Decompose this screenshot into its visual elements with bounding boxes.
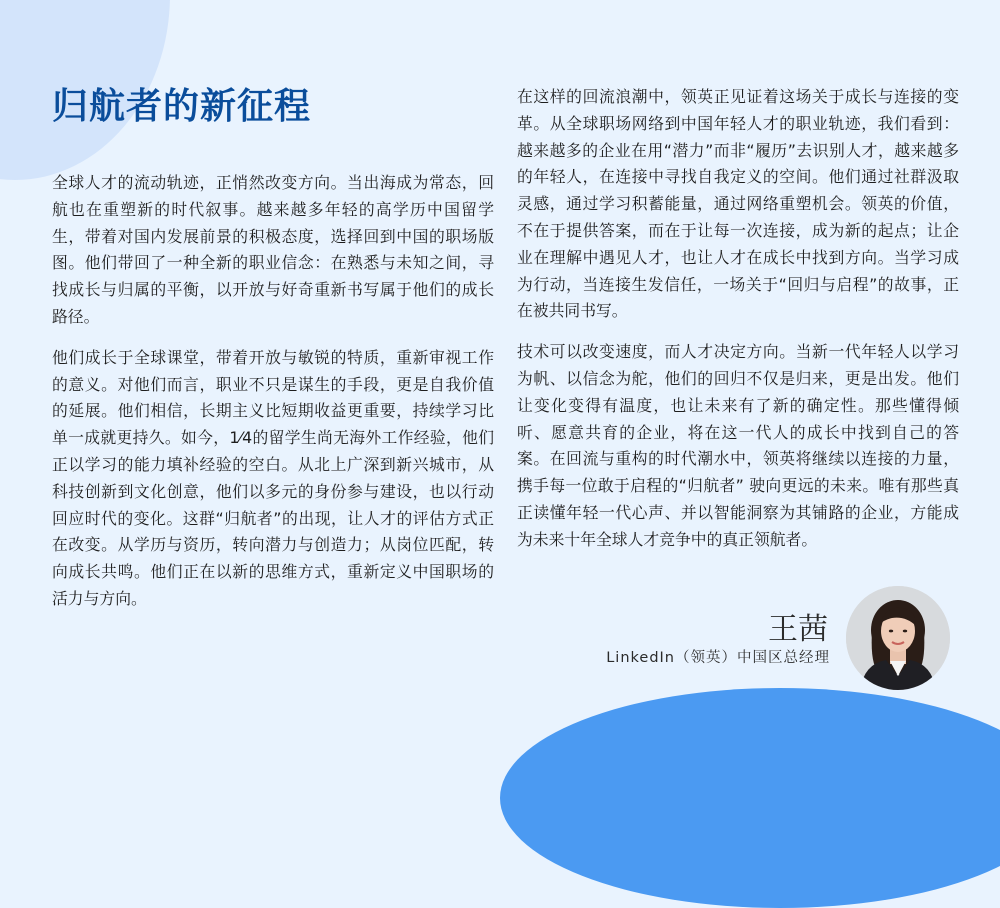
left-column [52,170,494,627]
signature-name: 王茜 [768,612,828,647]
decorative-circle-bottom-right [500,688,1000,908]
paragraph: 他们成长于全球课堂，带着开放与敏锐的特质，重新审视工作的意义。对他们而言，职业不只是谋生的手段，更是自我价值的延展。他们相信，长期主义比短期收益更重要，持续学习比单一成就更持久。如今，1⁄4的留学生尚无海外工作经验，他们正以学习的能力填补经验的空白。从北上广深到新兴城市，从科技创新到文化创意，他们以多元的身份参与建设，也以行动回应时代的变化。这群“归航者”的出现，让人才的评估方式正在改变。从学历与资历，转向潜力与创造力；从岗位匹配，转向成长共鸣。他们正在以新的思维方式，重新定义中国职场的活力与方向。 [52,347,494,608]
paragraph: 技术可以改变速度，而人才决定方向。当新一代年轻人以学习为帆、以信念为舵，他们的回归不仅是归来，更是出发。他们让变化变得有温度，也让未来有了新的确定性。那些懂得倾听、愿意共育的企业，将在这一代人的成长中找到自己的答案。在回流与重构的时代潮水中，领英将继续以连接的力量，携手每一位敢于启程的“归航者” 驶向更远的未来。唯有那些真正读懂年轻一代心声、并以智能洞察为其铺路的企业，方能成为未来十年全球人才竞争中的真正领航者。 [517,342,959,549]
paragraph: 在这样的回流浪潮中，领英正见证着这场关于成长与连接的变革。从全球职场网络到中国年轻人才的职业轨迹，我们看到：越来越多的企业在用“潜力”而非“履历”去识别人才，越来越多的年轻人，在连接中寻找自我定义的空间。他们通过社群汲取灵感，通过学习积蓄能量，通过网络重塑机会。领英的价值，不在于提供答案，而在于让每一次连接，成为新的起点；让企业在理解中遇见人才，也让人才在成长中找到方向。当学习成为行动，当连接生发信任，一场关于“回归与启程”的故事，正在被共同书写。 [517,87,959,321]
page-title: 归航者的新征程 [52,86,312,127]
paragraph: 全球人才的流动轨迹，正悄然改变方向。当出海成为常态，回航也在重塑新的时代叙事。越来越多年轻的高学历中国留学生，带着对国内发展前景的积极态度，选择回到中国的职场版图。他们带回了一种全新的职业信念：在熟悉与未知之间，寻找成长与归属的平衡，以开放与好奇重新书写属于他们的成长路径。 [52,173,494,326]
signature-role: LinkedIn（领英）中国区总经理 [606,650,830,666]
right-column [517,84,959,568]
avatar [846,586,950,690]
